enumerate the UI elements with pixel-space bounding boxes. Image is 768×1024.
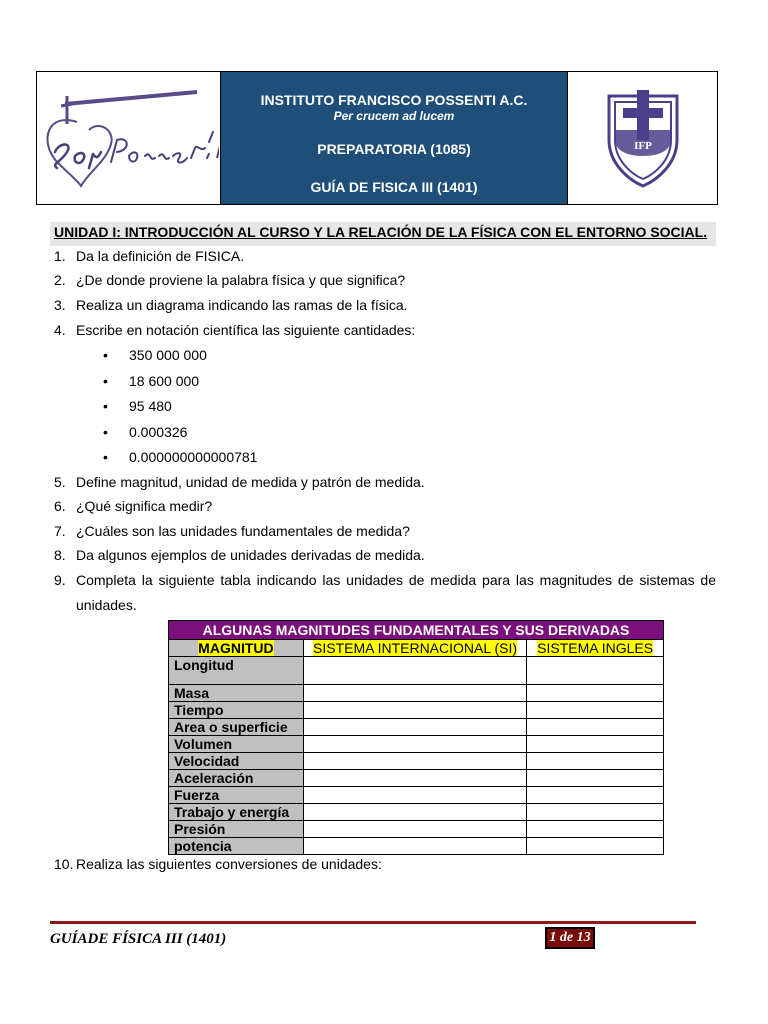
question-8: 8. Da algunos ejemplos de unidades derivadas de medida.	[54, 547, 425, 563]
list-item: • 18 600 000	[103, 373, 200, 389]
svg-text:IFP: IFP	[633, 140, 652, 152]
question-9: 9. Completa la siguiente tabla indicando las unidades de medida para las magnitudes de sistemas de unidades.	[54, 572, 716, 613]
table-cell[interactable]	[527, 804, 664, 821]
question-5: 5. Define magnitud, unidad de medida y patrón de medida.	[54, 474, 425, 490]
table-cell[interactable]	[303, 787, 527, 804]
table-row-label: potencia	[169, 838, 304, 855]
table-cell[interactable]	[527, 657, 664, 685]
page-number-badge: 1 de 13	[545, 927, 595, 949]
document-header	[36, 71, 718, 205]
table-cell[interactable]	[527, 736, 664, 753]
table-row-label: Aceleración	[169, 770, 304, 787]
table-cell[interactable]	[303, 657, 527, 685]
table-row-label: Tiempo	[169, 702, 304, 719]
school-name: PREPARATORIA (1085)	[317, 141, 471, 157]
table-cell[interactable]	[527, 685, 664, 702]
question-1: 1. Da la definición de FISICA.	[54, 248, 245, 264]
question-3: 3. Realiza un diagrama indicando las ramas de la física.	[54, 297, 408, 313]
list-item: • 0.000000000000781	[103, 449, 258, 465]
table-row-label: Masa	[169, 685, 304, 702]
table-cell[interactable]	[527, 753, 664, 770]
institute-name: INSTITUTO FRANCISCO POSSENTI A.C.	[260, 92, 528, 108]
table-row-label: Volumen	[169, 736, 304, 753]
table-cell[interactable]	[303, 804, 527, 821]
table-row-label: Presión	[169, 821, 304, 838]
logo-cell	[37, 72, 221, 204]
guide-title: GUÍA DE FISICA III (1401)	[310, 179, 478, 195]
table-header-magnitud: MAGNITUD	[169, 640, 304, 657]
table-cell[interactable]	[527, 770, 664, 787]
table-cell[interactable]	[303, 736, 527, 753]
table-header-si: SISTEMA INTERNACIONAL (SI)	[303, 640, 527, 657]
table-cell[interactable]	[527, 821, 664, 838]
question-6: 6. ¿Qué significa medir?	[54, 498, 213, 514]
list-item: • 0.000326	[103, 424, 188, 440]
table-cell[interactable]	[527, 787, 664, 804]
table-cell[interactable]	[303, 719, 527, 736]
institute-motto: Per crucem ad lucem	[333, 109, 455, 123]
header-title-cell	[221, 72, 567, 204]
table-row-label: Velocidad	[169, 753, 304, 770]
table-row-label: Area o superficie	[169, 719, 304, 736]
magnitudes-table	[168, 620, 664, 855]
table-cell[interactable]	[303, 702, 527, 719]
table-title: ALGUNAS MAGNITUDES FUNDAMENTALES Y SUS DERIVADAS	[169, 621, 664, 640]
unit-title: UNIDAD I: INTRODUCCIÓN AL CURSO Y LA RELACIÓN DE LA FÍSICA CON EL ENTORNO SOCIAL.	[50, 222, 716, 246]
table-row-label: Fuerza	[169, 787, 304, 804]
footer-divider	[50, 921, 696, 924]
question-10: 10. Realiza las siguientes conversiones de unidades:	[54, 856, 382, 872]
question-4: 4. Escribe en notación científica las siguiente cantidades:	[54, 322, 416, 338]
ifp-shield-icon	[601, 86, 685, 190]
question-2: 2. ¿De donde proviene la palabra física y que significa?	[54, 272, 406, 288]
table-cell[interactable]	[303, 821, 527, 838]
table-row-label: Longitud	[169, 657, 304, 685]
table-header-ingles: SISTEMA INGLES	[527, 640, 664, 657]
question-7: 7. ¿Cuáles son las unidades fundamentales de medida?	[54, 523, 410, 539]
table-row-label: Trabajo y energía	[169, 804, 304, 821]
table-cell[interactable]	[303, 685, 527, 702]
table-cell[interactable]	[527, 838, 664, 855]
soy-possenti-logo	[37, 72, 219, 204]
table-cell[interactable]	[527, 719, 664, 736]
table-cell[interactable]	[303, 753, 527, 770]
table-cell[interactable]	[303, 770, 527, 787]
table-cell[interactable]	[527, 702, 664, 719]
seal-cell	[567, 72, 717, 204]
table-cell[interactable]	[303, 838, 527, 855]
list-item: • 350 000 000	[103, 347, 207, 363]
list-item: • 95 480	[103, 398, 172, 414]
footer-title: GUÍADE FÍSICA III (1401)	[50, 931, 227, 947]
